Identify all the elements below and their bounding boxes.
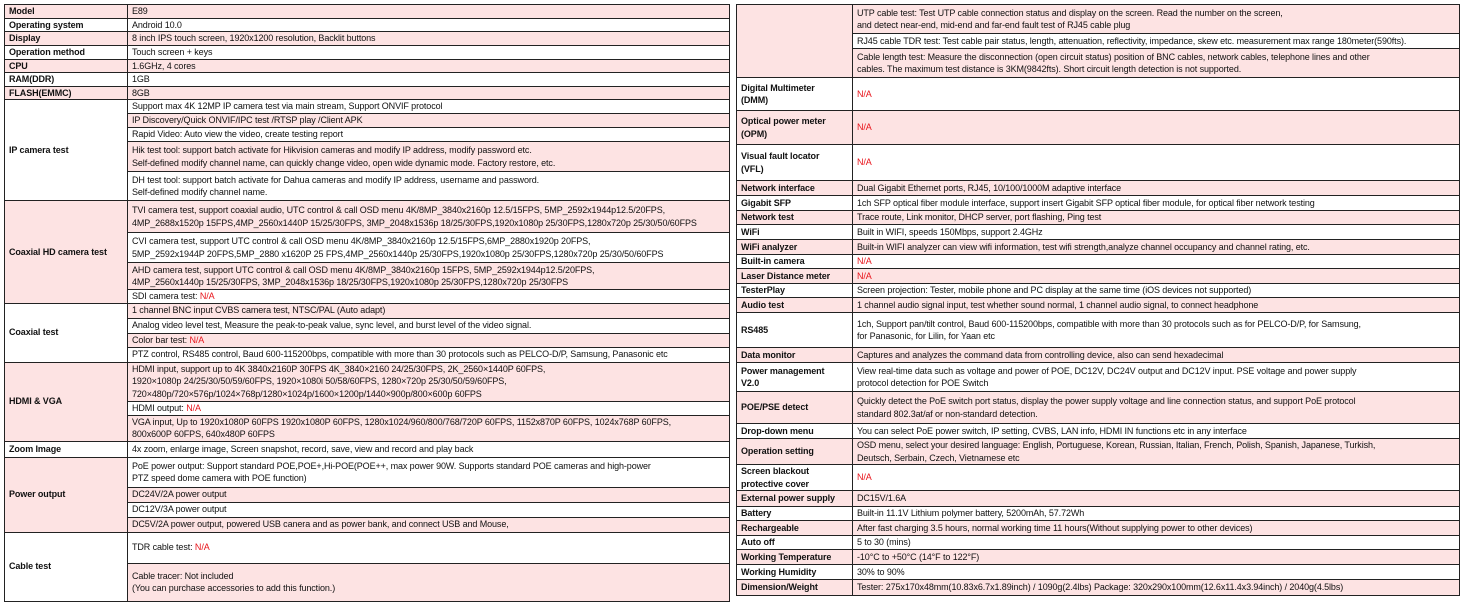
spec-value (853, 34, 1460, 49)
spec-value-text: DC5V/2A power output, powered USB canera and as power bank, and connect USB and Mouse, (132, 519, 509, 530)
spec-value (853, 240, 1460, 255)
spec-value (128, 263, 730, 290)
spec-label-display: Display (5, 32, 128, 46)
spec-value (853, 550, 1460, 565)
spec-row (5, 32, 730, 46)
spec-value (853, 465, 1460, 491)
spec-row (737, 536, 1460, 550)
spec-label-ram-ddr: RAM(DDR) (5, 73, 128, 87)
spec-value-text: IP Discovery/Quick ONVIF/IPC test /RTSP play /Client APK (132, 115, 363, 126)
spec-label-auto-off: Auto off (737, 536, 853, 550)
spec-value (128, 303, 730, 318)
not-available-badge: N/A (189, 334, 205, 345)
spec-row (737, 284, 1460, 298)
spec-table-right (736, 4, 1460, 596)
spec-row (5, 86, 730, 100)
spec-row (737, 550, 1460, 565)
spec-row (737, 580, 1460, 596)
spec-label-battery: Battery (737, 507, 853, 521)
spec-value (853, 491, 1460, 507)
spec-label-wifi-analyzer: WiFi analyzer (737, 240, 853, 255)
spec-value-text: E89 (132, 6, 148, 16)
spec-label-hdmi-vga: HDMI & VGA (5, 362, 128, 441)
spec-label-drop-down-menu: Drop-down menu (737, 424, 853, 439)
spec-value (853, 298, 1460, 313)
spec-value-text: DH test tool: support batch activate for Dahua cameras and modify IP address, username and password. Self-defined modify channel name. (132, 174, 540, 197)
spec-value (128, 290, 730, 304)
spec-value-text: UTP cable test: Test UTP cable connection status and display on the screen. Read the number on the screen, and detect near-end, mid-end and far-end fault test of RJ45 cable plug (857, 7, 1283, 30)
spec-value-text: DC15V/1.6A (857, 493, 907, 504)
spec-value-text: SDI camera test: (132, 291, 200, 301)
spec-value-text: HDMI output: (132, 402, 187, 413)
spec-value (128, 32, 730, 46)
spec-label-gigabit-sfp: Gigabit SFP (737, 196, 853, 211)
spec-value (128, 45, 730, 59)
spec-row (737, 424, 1460, 439)
not-available-badge: N/A (857, 122, 872, 133)
spec-value (853, 225, 1460, 240)
spec-value (128, 532, 730, 563)
spec-label-rs485: RS485 (737, 313, 853, 348)
spec-value (853, 145, 1460, 181)
spec-value-text: 1ch, Support pan/tilt control, Baud 600-115200bps, compatible with more than 30 protocols such as for PELCO-D/P, for Samsung, for Panasonic, for Lilin, for Yaan etc (857, 318, 1361, 341)
spec-row (737, 439, 1460, 465)
spec-row (5, 5, 730, 19)
spec-value-text: 5 to 30 (mins) (857, 537, 911, 548)
spec-row (737, 565, 1460, 580)
spec-label-built-in-camera: Built-in camera (737, 255, 853, 269)
spec-label-flash-emmc: FLASH(EMMC) (5, 86, 128, 100)
spec-value-text: 1GB (132, 74, 150, 84)
spec-value (128, 128, 730, 142)
not-available-badge: N/A (194, 542, 210, 553)
spec-row (5, 532, 730, 563)
spec-label-working-temperature: Working Temperature (737, 550, 853, 565)
not-available-badge: N/A (857, 472, 872, 483)
spec-value-text: TVI camera test, support coaxial audio, UTC control & call OSD menu 4K/8MP_3840x2160p 12.5/15FPS, 5MP_2592x1944p12.5/20FPS, 4MP_2688x1520p 15FPS,4MP_2560x1440P 15/25/30FPS, 3MP_2048x1536p 18/25/30FPS,1920x1080p 25/30FPS,1280x720p 25/30/50/60FPS (132, 205, 697, 228)
not-available-badge: N/A (857, 256, 872, 267)
spec-row (737, 507, 1460, 521)
spec-row (5, 362, 730, 401)
spec-label-ip-camera-test: IP camera test (5, 100, 128, 201)
spec-value (853, 78, 1460, 111)
spec-value-text: Analog video level test, Measure the peak-to-peak value, sync level, and burst level of the video signal. (132, 320, 532, 331)
spec-value-text: After fast charging 3.5 hours, normal working time 11 hours(Without supplying power to other devices) (857, 522, 1253, 533)
spec-value-text: 1.6GHz, 4 cores (132, 60, 196, 71)
spec-row (737, 298, 1460, 313)
spec-value-text: Tester: 275x170x48mm(10.83x6.7x1.89inch) / 1090g(2.4lbs) Package: 320x290x100mm(12.6x11.4x3.94inch) / 2040g(4.5lbs) (857, 582, 1344, 593)
spec-row (5, 457, 730, 487)
spec-label-model: Model (5, 5, 128, 19)
not-available-badge: N/A (199, 291, 215, 301)
spec-value (128, 86, 730, 100)
spec-row (737, 269, 1460, 284)
spec-value (128, 517, 730, 532)
spec-label-optical-power-meter-opm: Optical power meter (OPM) (737, 111, 853, 145)
spec-value-text: Android 10.0 (132, 19, 182, 30)
spec-row (5, 59, 730, 73)
spec-label-laser-distance-meter: Laser Distance meter (737, 269, 853, 284)
spec-label-rechargeable: Rechargeable (737, 521, 853, 536)
spec-row (737, 211, 1460, 225)
spec-value (853, 49, 1460, 78)
spec-row (737, 255, 1460, 269)
spec-value-text: Hik test tool: support batch activate for Hikvision cameras and modify IP address, modify password etc. Self-defined modify channel name, can quickly change video, open wide dynamic mode. Factory restore, etc. (132, 145, 556, 168)
spec-label-network-test: Network test (737, 211, 853, 225)
spec-value (853, 269, 1460, 284)
not-available-badge: N/A (857, 270, 872, 281)
spec-value (853, 439, 1460, 465)
spec-row (737, 225, 1460, 240)
spec-value (853, 196, 1460, 211)
spec-label-data-monitor: Data monitor (737, 348, 853, 363)
spec-value-text: PoE power output: Support standard POE,POE+,Hi-POE(POE++, max power 90W. Supports standard POE cameras and high-power PTZ speed dome camera with POE function) (132, 460, 651, 483)
spec-value-text: 8GB (132, 87, 150, 98)
spec-row (737, 240, 1460, 255)
spec-value (128, 114, 730, 128)
spec-value (128, 59, 730, 73)
spec-value-text: 4x zoom, enlarge image, Screen snapshot, record, save, view and record and play back (132, 443, 474, 454)
spec-value (128, 172, 730, 201)
spec-row (737, 78, 1460, 111)
spec-row (737, 111, 1460, 145)
spec-value-text: AHD camera test, support UTC control & call OSD menu 4K/8MP_3840x2160p 15FPS, 5MP_2592x1944p12.5/20FPS, 4MP_2560x1440p 15/25/30FPS, 3MP_2048x1536p 18/25/30FPS,1920x1080p 25/30FPS,1280x720p 25/30FPS (132, 264, 595, 287)
spec-value-text: Screen projection: Tester, mobile phone and PC display at the same time (iOS devices not supported) (857, 285, 1252, 296)
spec-row (5, 441, 730, 457)
spec-row (5, 73, 730, 87)
spec-row (5, 303, 730, 318)
spec-value-text: Support max 4K 12MP IP camera test via main stream, Support ONVIF protocol (132, 101, 443, 112)
spec-value (128, 233, 730, 263)
spec-value-text: 8 inch IPS touch screen, 1920x1200 resolution, Backlit buttons (132, 33, 376, 43)
spec-value-text: You can select PoE power switch, IP setting, CVBS, LAN info, HDMI IN functions etc in any interface (857, 425, 1247, 436)
spec-value (128, 563, 730, 601)
spec-value-text: Trace route, Link monitor, DHCP server, port flashing, Ping test (857, 212, 1102, 223)
spec-label-coaxial-test: Coaxial test (5, 303, 128, 362)
spec-label-audio-test: Audio test (737, 298, 853, 313)
spec-value-text: OSD menu, select your desired language: English, Portuguese, Korean, Russian, Italian, French, Polish, Spanish, Japanese, Turkish, Deutsch, Serbain, Czech, Vietnamese etc (857, 440, 1376, 463)
spec-label-testerplay: TesterPlay (737, 284, 853, 298)
spec-label-external-power-supply: External power supply (737, 491, 853, 507)
spec-value-text: HDMI input, support up to 4K 3840x2160P 30FPS 4K_3840×2160 24/25/30FPS, 2K_2560×1440P 60FPS, 1920×1080p 24/25/30/50/59/60FPS, 1920×1080i 50/58/60FPS, 1280×720p 25/30/50/59/60FPS, 720×480p/720×576p/1024×768p/1280×1024p/1600×1200p/1440×900p/800×600p 60FPS (132, 363, 546, 399)
not-available-badge: N/A (857, 157, 872, 168)
spec-value (128, 401, 730, 415)
spec-row (737, 196, 1460, 211)
spec-value-text: Quickly detect the PoE switch port status, display the power supply voltage and line connection status, and support PoE protocol standard 802.3at/af or non-standard detection. (857, 396, 1356, 419)
spec-label-cpu: CPU (5, 59, 128, 73)
spec-value-text: -10°C to +50°C (14°F to 122°F) (857, 551, 980, 562)
spec-value-text: Built-in WIFI analyzer can view wifi information, test wifi strength,analyze channel occupancy and channel rating, etc. (857, 241, 1310, 252)
spec-row (737, 465, 1460, 491)
spec-label-operating-system: Operating system (5, 18, 128, 32)
spec-value (853, 507, 1460, 521)
spec-value (128, 502, 730, 517)
spec-label-screen-blackout-protective-cover: Screen blackout protective cover (737, 465, 853, 491)
spec-value-text: Cable tracer: Not included (You can purchase accessories to add this function.) (132, 570, 336, 593)
spec-row (5, 100, 730, 114)
spec-value (853, 521, 1460, 536)
spec-label-wifi: WiFi (737, 225, 853, 240)
spec-value-text: Built in WIFI, speeds 150Mbps, support 2.4GHz (857, 226, 1043, 237)
spec-label-working-humidity: Working Humidity (737, 565, 853, 580)
not-available-badge: N/A (186, 402, 201, 413)
spec-value-text: Captures and analyzes the command data from controlling device, also can send hexadecimal (857, 349, 1224, 360)
not-available-badge: N/A (857, 88, 872, 99)
spec-value (128, 18, 730, 32)
spec-label-operation-method: Operation method (5, 45, 128, 59)
spec-value (128, 73, 730, 87)
spec-value (853, 111, 1460, 145)
spec-value (128, 333, 730, 347)
spec-label-operation-setting: Operation setting (737, 439, 853, 465)
spec-label-visual-fault-locator-vfl: Visual fault locator (VFL) (737, 145, 853, 181)
spec-value (853, 5, 1460, 34)
spec-value-text: Touch screen + keys (132, 46, 213, 57)
spec-label-coaxial-hd-camera-test: Coaxial HD camera test (5, 201, 128, 304)
spec-value (128, 201, 730, 233)
spec-value-text: Built-in 11.1V Lithium polymer battery, 5200mAh, 57.72Wh (857, 508, 1085, 519)
spec-row (737, 348, 1460, 363)
spec-row (5, 201, 730, 233)
spec-value-text: CVI camera test, support UTC control & call OSD menu 4K/8MP_3840x2160p 12.5/15FPS,6MP_2880x1920p 20FPS, 5MP_2592x1944P 20FPS,5MP_2880 x1620P 25 FPS,4MP_2560x1440p 25/30FPS,1920x1080p 25/30FPS,1280x720p 25/30/50/60FPS (132, 236, 664, 259)
spec-row (737, 521, 1460, 536)
spec-value-text: PTZ control, RS485 control, Baud 600-115200bps, compatible with more than 30 protocols such as PELCO-D/P, Samsung, Panasonic etc (132, 349, 668, 360)
spec-value (853, 565, 1460, 580)
spec-value (853, 284, 1460, 298)
spec-value (853, 424, 1460, 439)
spec-value (853, 536, 1460, 550)
spec-value-text: Cable length test: Measure the disconnection (open circuit status) position of BNC cables, network cables, telephone lines and other cables. The maximum test distance is 3KM(9842fts). Short circuit length detection is not supported. (857, 51, 1370, 74)
spec-value (853, 392, 1460, 424)
spec-value (853, 181, 1460, 196)
spec-value (128, 347, 730, 362)
spec-value-text: 1ch SFP optical fiber module interface, support insert Gigabit SFP optical fiber module, for optical fiber network testing (857, 197, 1315, 208)
spec-label-power-management-v2-0: Power management V2.0 (737, 363, 853, 392)
spec-value-text: Rapid Video: Auto view the video, create testing report (132, 129, 343, 140)
spec-label-blank (737, 5, 853, 78)
spec-value-text: 30% to 90% (857, 566, 905, 577)
spec-value-text: 1 channel BNC input CVBS camera test, NTSC/PAL (Auto adapt) (132, 305, 386, 316)
spec-row (737, 491, 1460, 507)
spec-value (853, 348, 1460, 363)
spec-table-left (4, 4, 730, 602)
spec-value (853, 363, 1460, 392)
spec-row (5, 18, 730, 32)
spec-value (853, 580, 1460, 596)
spec-value-text: 1 channel audio signal input, test whether sound normal, 1 channel audio signal, to connect headphone (857, 299, 1259, 310)
spec-row (737, 363, 1460, 392)
spec-value-text: View real-time data such as voltage and power of POE, DC12V, DC24V output and DC12V input. PSE voltage and power supply protocol detection for POE Switch (857, 365, 1357, 388)
spec-value-text: Dual Gigabit Ethernet ports, RJ45, 10/100/1000M adaptive interface (857, 182, 1122, 193)
spec-value (853, 255, 1460, 269)
spec-value (853, 211, 1460, 225)
spec-label-zoom-image: Zoom Image (5, 441, 128, 457)
spec-value (128, 5, 730, 19)
spec-row (737, 145, 1460, 181)
spec-value-text: TDR cable test: (132, 542, 195, 553)
spec-value (128, 415, 730, 441)
spec-label-digital-multimeter-dmm: Digital Multimeter (DMM) (737, 78, 853, 111)
spec-value-text: RJ45 cable TDR test: Test cable pair status, length, attenuation, reflectivity, impedance, skew etc. measurement max range 180meter(590fts). (857, 35, 1407, 46)
spec-value (128, 441, 730, 457)
spec-label-cable-test: Cable test (5, 532, 128, 601)
spec-row (737, 313, 1460, 348)
spec-label-power-output: Power output (5, 457, 128, 532)
spec-value (128, 100, 730, 114)
spec-value-text: DC24V/2A power output (132, 489, 227, 500)
spec-label-poe-pse-detect: POE/PSE detect (737, 392, 853, 424)
spec-row (737, 181, 1460, 196)
spec-row (737, 392, 1460, 424)
spec-row (5, 45, 730, 59)
spec-value (128, 362, 730, 401)
spec-value (853, 313, 1460, 348)
spec-label-network-interface: Network interface (737, 181, 853, 196)
spec-label-dimension-weight: Dimension/Weight (737, 580, 853, 596)
spec-value-text: DC12V/3A power output (132, 504, 227, 515)
spec-row (737, 5, 1460, 34)
spec-value (128, 142, 730, 172)
spec-value-text: VGA input, Up to 1920x1080P 60FPS 1920x1080P 60FPS, 1280x1024/960/800/768/720P 60FPS, 1152x870P 60FPS, 1024x768P 60FPS, 800x600P 60FPS, 640x480P 60FPS (132, 416, 672, 439)
spec-value (128, 457, 730, 487)
spec-value (128, 487, 730, 502)
spec-value (128, 318, 730, 333)
spec-value-text: Color bar test: (132, 334, 190, 345)
